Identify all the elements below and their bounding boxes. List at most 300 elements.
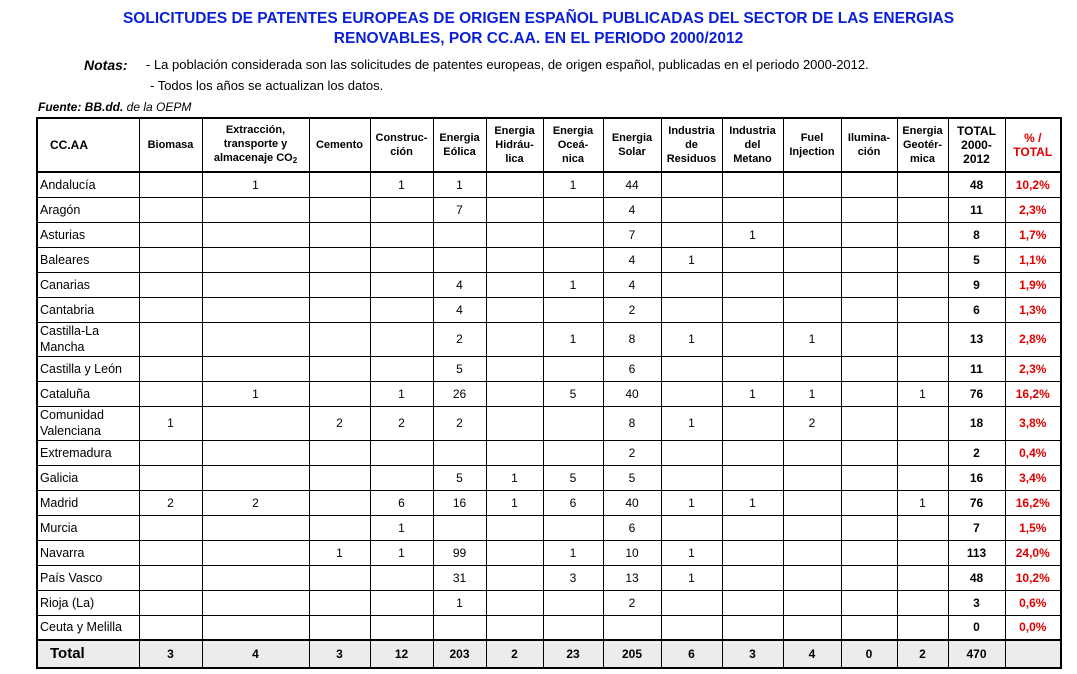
column-header-text: Industria xyxy=(729,125,776,137)
value-cell xyxy=(897,322,948,356)
value-cell: 2 xyxy=(433,406,486,440)
value-cell: 10 xyxy=(603,540,661,565)
value-cell: 4 xyxy=(603,197,661,222)
value-cell xyxy=(433,440,486,465)
value-cell xyxy=(309,590,370,615)
value-cell xyxy=(543,590,603,615)
value-cell xyxy=(486,197,543,222)
row-percent-cell: 2,3% xyxy=(1005,197,1061,222)
value-cell xyxy=(202,272,309,297)
value-cell: 1 xyxy=(202,172,309,197)
source-line xyxy=(38,100,191,114)
region-name: Navarra xyxy=(37,540,139,565)
value-cell xyxy=(722,565,783,590)
value-cell: 1 xyxy=(202,381,309,406)
value-cell: 1 xyxy=(722,490,783,515)
value-cell xyxy=(897,297,948,322)
value-cell xyxy=(543,222,603,247)
value-cell xyxy=(722,615,783,640)
column-header-text: Extracción, xyxy=(225,123,286,136)
region-name: País Vasco xyxy=(37,565,139,590)
value-cell xyxy=(661,272,722,297)
column-header-text: % / xyxy=(1024,131,1042,145)
value-cell: 6 xyxy=(603,356,661,381)
value-cell xyxy=(370,465,433,490)
value-cell: 2 xyxy=(309,406,370,440)
value-cell xyxy=(841,297,897,322)
value-cell xyxy=(486,590,543,615)
value-cell xyxy=(722,540,783,565)
region-name: Ceuta y Melilla xyxy=(37,615,139,640)
row-total-cell: 7 xyxy=(948,515,1005,540)
column-header-text: del xyxy=(744,139,761,151)
column-header-text: lica xyxy=(505,153,524,165)
row-total-cell: 6 xyxy=(948,297,1005,322)
value-cell xyxy=(783,297,841,322)
value-cell xyxy=(370,197,433,222)
region-name: Extremadura xyxy=(37,440,139,465)
row-total-cell: 9 xyxy=(948,272,1005,297)
row-total-cell: 0 xyxy=(948,615,1005,640)
value-cell xyxy=(309,247,370,272)
table-row xyxy=(37,490,1061,515)
value-cell xyxy=(202,465,309,490)
column-header-6 xyxy=(486,118,543,172)
value-cell: 203 xyxy=(433,640,486,668)
value-cell xyxy=(783,540,841,565)
value-cell: 1 xyxy=(370,172,433,197)
value-cell xyxy=(722,465,783,490)
column-header-text: Residuos xyxy=(666,153,717,165)
value-cell: 3 xyxy=(722,640,783,668)
value-cell xyxy=(202,406,309,440)
value-cell xyxy=(139,540,202,565)
value-cell xyxy=(139,272,202,297)
value-cell xyxy=(370,615,433,640)
value-cell xyxy=(139,297,202,322)
value-cell xyxy=(309,440,370,465)
value-cell xyxy=(139,247,202,272)
column-header-13 xyxy=(897,118,948,172)
value-cell xyxy=(783,222,841,247)
row-percent-cell: 2,8% xyxy=(1005,322,1061,356)
row-percent-cell: 0,0% xyxy=(1005,615,1061,640)
value-cell: 1 xyxy=(543,322,603,356)
column-header-text: TOTAL xyxy=(957,124,996,138)
value-cell xyxy=(202,540,309,565)
value-cell xyxy=(841,540,897,565)
value-cell: 2 xyxy=(433,322,486,356)
value-cell xyxy=(433,515,486,540)
value-cell xyxy=(309,172,370,197)
value-cell xyxy=(202,322,309,356)
value-cell xyxy=(661,440,722,465)
value-cell xyxy=(543,406,603,440)
total-row xyxy=(37,640,1061,668)
source-label: Fuente: BB.dd. xyxy=(38,100,124,114)
value-cell xyxy=(783,272,841,297)
value-cell: 1 xyxy=(433,172,486,197)
value-cell xyxy=(661,222,722,247)
value-cell xyxy=(543,197,603,222)
table-row xyxy=(37,172,1061,197)
column-header-15 xyxy=(1005,118,1061,172)
column-header-8 xyxy=(603,118,661,172)
patents-table xyxy=(36,117,1062,669)
row-total-cell: 113 xyxy=(948,540,1005,565)
value-cell xyxy=(543,615,603,640)
value-cell xyxy=(897,565,948,590)
value-cell xyxy=(841,322,897,356)
column-header-5 xyxy=(433,118,486,172)
value-cell: 1 xyxy=(433,590,486,615)
value-cell xyxy=(139,440,202,465)
value-cell xyxy=(486,272,543,297)
value-cell xyxy=(661,615,722,640)
value-cell xyxy=(486,406,543,440)
note-2: - Todos los años se actualizan los datos. xyxy=(150,78,384,93)
value-cell: 1 xyxy=(661,540,722,565)
value-cell: 2 xyxy=(897,640,948,668)
row-percent-cell: 10,2% xyxy=(1005,565,1061,590)
value-cell: 8 xyxy=(603,406,661,440)
column-header-1 xyxy=(139,118,202,172)
region-name: Murcia xyxy=(37,515,139,540)
value-cell xyxy=(309,381,370,406)
value-cell xyxy=(486,356,543,381)
column-header-text: de xyxy=(685,139,698,151)
column-header-10 xyxy=(722,118,783,172)
region-name: Cantabria xyxy=(37,297,139,322)
value-cell xyxy=(202,615,309,640)
row-total-cell: 11 xyxy=(948,197,1005,222)
value-cell: 1 xyxy=(661,322,722,356)
value-cell xyxy=(897,272,948,297)
region-name: Baleares xyxy=(37,247,139,272)
column-header-text: Biomasa xyxy=(147,139,194,151)
value-cell: 6 xyxy=(603,515,661,540)
value-cell xyxy=(202,297,309,322)
table-row xyxy=(37,440,1061,465)
value-cell: 1 xyxy=(309,540,370,565)
row-percent-cell: 1,9% xyxy=(1005,272,1061,297)
column-header-11 xyxy=(783,118,841,172)
value-cell xyxy=(603,615,661,640)
value-cell xyxy=(841,490,897,515)
table-row xyxy=(37,565,1061,590)
value-cell xyxy=(841,172,897,197)
value-cell xyxy=(370,440,433,465)
value-cell xyxy=(139,322,202,356)
column-header-3 xyxy=(309,118,370,172)
value-cell: 1 xyxy=(661,490,722,515)
value-cell: 40 xyxy=(603,490,661,515)
value-cell xyxy=(309,297,370,322)
value-cell xyxy=(661,172,722,197)
column-header-12 xyxy=(841,118,897,172)
value-cell xyxy=(897,222,948,247)
column-header-2 xyxy=(202,118,309,172)
value-cell xyxy=(139,356,202,381)
value-cell xyxy=(309,222,370,247)
value-cell xyxy=(841,590,897,615)
row-percent-cell: 10,2% xyxy=(1005,172,1061,197)
value-cell xyxy=(841,247,897,272)
value-cell: 3 xyxy=(543,565,603,590)
total-label: Total xyxy=(37,640,139,668)
value-cell xyxy=(783,615,841,640)
value-cell: 0 xyxy=(841,640,897,668)
value-cell xyxy=(370,247,433,272)
value-cell xyxy=(897,540,948,565)
value-cell xyxy=(722,197,783,222)
region-name: Castilla-La Mancha xyxy=(37,322,139,356)
value-cell xyxy=(722,247,783,272)
column-header-text: Energia xyxy=(552,125,594,137)
value-cell xyxy=(543,297,603,322)
value-cell: 7 xyxy=(433,197,486,222)
value-cell: 5 xyxy=(433,356,486,381)
source-text: de la OEPM xyxy=(126,100,192,114)
value-cell xyxy=(841,440,897,465)
value-cell: 1 xyxy=(897,490,948,515)
column-header-text: Energia xyxy=(494,125,535,137)
column-header-7 xyxy=(543,118,603,172)
value-cell xyxy=(309,322,370,356)
value-cell xyxy=(661,356,722,381)
value-cell: 99 xyxy=(433,540,486,565)
table-row xyxy=(37,272,1061,297)
value-cell xyxy=(841,406,897,440)
note-1: - La población considerada son las solicitudes de patentes europeas, de origen español, publicadas en el periodo 2000-2012. xyxy=(146,57,869,72)
column-header-text: Energia xyxy=(439,132,480,144)
value-cell: 5 xyxy=(543,465,603,490)
value-cell: 12 xyxy=(370,640,433,668)
value-cell xyxy=(202,515,309,540)
column-header-text: Industria xyxy=(668,125,715,137)
column-header-text: Geotér- xyxy=(902,139,943,151)
value-cell xyxy=(783,247,841,272)
row-total-cell: 5 xyxy=(948,247,1005,272)
row-percent-cell: 3,4% xyxy=(1005,465,1061,490)
value-cell xyxy=(841,272,897,297)
value-cell: 1 xyxy=(370,381,433,406)
value-cell xyxy=(202,565,309,590)
value-cell xyxy=(139,197,202,222)
value-cell xyxy=(722,406,783,440)
region-name: Cataluña xyxy=(37,381,139,406)
row-total-cell: 18 xyxy=(948,406,1005,440)
value-cell: 2 xyxy=(603,440,661,465)
value-cell: 1 xyxy=(661,247,722,272)
row-total-cell: 8 xyxy=(948,222,1005,247)
value-cell: 1 xyxy=(543,172,603,197)
title-line-2: RENOVABLES, POR CC.AA. EN EL PERIODO 2000/2012 xyxy=(333,30,744,47)
value-cell xyxy=(841,465,897,490)
value-cell xyxy=(841,356,897,381)
value-cell: 23 xyxy=(543,640,603,668)
value-cell: 6 xyxy=(370,490,433,515)
column-header-text: nica xyxy=(561,153,584,165)
value-cell: 40 xyxy=(603,381,661,406)
region-name: Aragón xyxy=(37,197,139,222)
value-cell: 2 xyxy=(783,406,841,440)
column-header-text: Ilumina- xyxy=(847,132,891,144)
value-cell xyxy=(897,515,948,540)
column-header-text: Injection xyxy=(789,146,835,158)
value-cell: 2 xyxy=(603,297,661,322)
value-cell: 1 xyxy=(486,465,543,490)
table-row xyxy=(37,297,1061,322)
column-header-text: almacenaje CO xyxy=(213,151,293,164)
value-cell xyxy=(897,197,948,222)
value-cell: 1 xyxy=(722,381,783,406)
value-cell xyxy=(897,615,948,640)
value-cell xyxy=(486,440,543,465)
value-cell: 1 xyxy=(370,540,433,565)
value-cell: 1 xyxy=(722,222,783,247)
value-cell xyxy=(897,440,948,465)
row-total-cell: 76 xyxy=(948,490,1005,515)
value-cell xyxy=(783,197,841,222)
value-cell xyxy=(433,615,486,640)
value-cell: 1 xyxy=(661,406,722,440)
value-cell xyxy=(433,247,486,272)
row-total-cell: 48 xyxy=(948,565,1005,590)
column-header-text: Metano xyxy=(733,153,772,165)
value-cell xyxy=(722,272,783,297)
value-cell xyxy=(370,222,433,247)
value-cell xyxy=(139,615,202,640)
value-cell: 4 xyxy=(202,640,309,668)
value-cell: 2 xyxy=(202,490,309,515)
row-total-cell: 11 xyxy=(948,356,1005,381)
value-cell xyxy=(202,247,309,272)
value-cell: 1 xyxy=(543,272,603,297)
value-cell xyxy=(661,197,722,222)
value-cell: 2 xyxy=(370,406,433,440)
value-cell: 44 xyxy=(603,172,661,197)
value-cell xyxy=(722,590,783,615)
value-cell xyxy=(783,172,841,197)
value-cell xyxy=(309,356,370,381)
row-total-cell: 3 xyxy=(948,590,1005,615)
row-percent-cell: 1,3% xyxy=(1005,297,1061,322)
page-title xyxy=(0,9,1077,49)
value-cell xyxy=(202,440,309,465)
value-cell: 26 xyxy=(433,381,486,406)
value-cell xyxy=(841,515,897,540)
value-cell xyxy=(370,590,433,615)
row-percent-cell: 0,4% xyxy=(1005,440,1061,465)
value-cell: 2 xyxy=(486,640,543,668)
row-percent-cell: 24,0% xyxy=(1005,540,1061,565)
value-cell xyxy=(722,356,783,381)
column-header-text: Cemento xyxy=(315,139,364,151)
value-cell xyxy=(661,381,722,406)
column-header-text: mica xyxy=(909,153,936,165)
table-row xyxy=(37,197,1061,222)
table-row xyxy=(37,356,1061,381)
value-cell: 205 xyxy=(603,640,661,668)
co2-subscript: 2 xyxy=(292,155,298,165)
value-cell xyxy=(783,465,841,490)
region-name: Canarias xyxy=(37,272,139,297)
value-cell xyxy=(897,406,948,440)
value-cell xyxy=(841,197,897,222)
value-cell xyxy=(486,615,543,640)
value-cell xyxy=(309,615,370,640)
value-cell xyxy=(433,222,486,247)
value-cell: 31 xyxy=(433,565,486,590)
value-cell xyxy=(370,322,433,356)
column-header-text: ción xyxy=(857,146,881,158)
column-header-0 xyxy=(37,118,139,172)
value-cell: 6 xyxy=(543,490,603,515)
value-cell: 3 xyxy=(139,640,202,668)
row-percent-cell xyxy=(1005,640,1061,668)
value-cell: 1 xyxy=(661,565,722,590)
column-header-text: 2012 xyxy=(963,152,990,166)
column-header-text: CC.AA xyxy=(50,138,88,152)
value-cell xyxy=(897,465,948,490)
value-cell: 5 xyxy=(433,465,486,490)
region-name: Castilla y León xyxy=(37,356,139,381)
row-percent-cell: 1,7% xyxy=(1005,222,1061,247)
column-header-text: Energia xyxy=(902,125,943,137)
value-cell xyxy=(139,381,202,406)
column-header-4 xyxy=(370,118,433,172)
value-cell: 2 xyxy=(603,590,661,615)
value-cell xyxy=(486,322,543,356)
row-percent-cell: 16,2% xyxy=(1005,490,1061,515)
region-name: Madrid xyxy=(37,490,139,515)
value-cell: 16 xyxy=(433,490,486,515)
value-cell: 7 xyxy=(603,222,661,247)
value-cell: 1 xyxy=(783,381,841,406)
table-row xyxy=(37,322,1061,356)
value-cell xyxy=(722,172,783,197)
value-cell: 4 xyxy=(433,297,486,322)
value-cell xyxy=(486,247,543,272)
row-percent-cell: 16,2% xyxy=(1005,381,1061,406)
row-percent-cell: 1,5% xyxy=(1005,515,1061,540)
value-cell: 2 xyxy=(139,490,202,515)
value-cell xyxy=(486,297,543,322)
value-cell xyxy=(897,172,948,197)
notes-label: Notas: xyxy=(84,57,128,73)
table-row xyxy=(37,540,1061,565)
value-cell xyxy=(370,565,433,590)
value-cell xyxy=(309,465,370,490)
value-cell xyxy=(486,515,543,540)
table-row xyxy=(37,615,1061,640)
region-name: Rioja (La) xyxy=(37,590,139,615)
value-cell xyxy=(543,515,603,540)
value-cell xyxy=(783,490,841,515)
value-cell xyxy=(783,515,841,540)
column-header-text: Eólica xyxy=(443,146,476,158)
value-cell xyxy=(309,515,370,540)
column-header-text: Construc- xyxy=(375,132,428,144)
value-cell xyxy=(897,590,948,615)
row-percent-cell: 3,8% xyxy=(1005,406,1061,440)
value-cell xyxy=(370,272,433,297)
value-cell xyxy=(783,356,841,381)
column-header-text: Hidráu- xyxy=(495,139,534,151)
value-cell xyxy=(486,540,543,565)
value-cell xyxy=(370,356,433,381)
